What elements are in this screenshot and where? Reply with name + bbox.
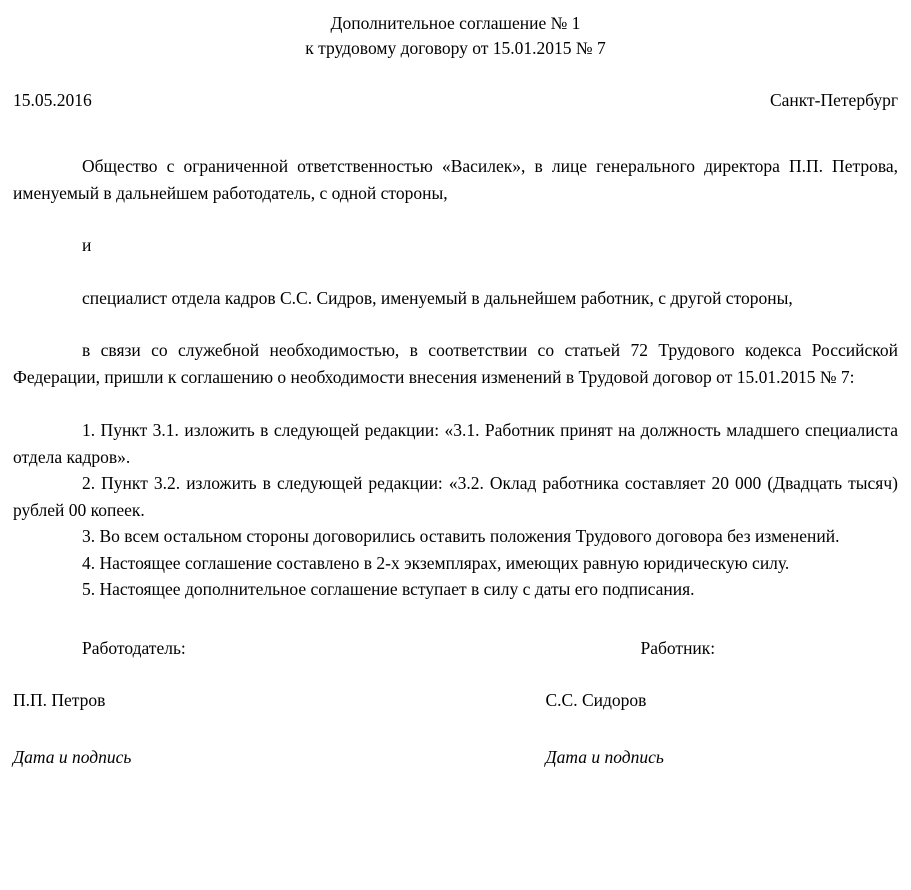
document-meta-row [13,89,898,111]
paragraph-agreement-basis: в связи со служебной необходимостью, в соответствии со статьей 72 Трудового кодекса Российской Федерации, пришли к соглашению о необходимости внесения изменений в Трудовой договор от 15.01.2015 № 7: [13,340,898,387]
employer-date-signature-hint: Дата и подпись [13,746,132,767]
document-title-line-1: Дополнительное соглашение № 1 [330,13,581,33]
clause-item-2: 2. Пункт 3.2. изложить в следующей редакции: «3.2. Оклад работника составляет 20 000 (Двадцать тысяч) рублей 00 копеек. [13,473,898,520]
clause-item-5: 5. Настоящее дополнительное соглашение вступает в силу с даты его подписания. [82,579,695,599]
document-clause-list [13,417,898,603]
document-body [13,153,898,390]
document-date: 15.05.2016 [13,90,92,110]
clause-item-1: 1. Пункт 3.1. изложить в следующей редакции: «3.1. Работник принят на должность младшего специалиста отдела кадров». [13,420,898,467]
signature-column-employer [13,633,456,663]
document-city: Санкт-Петербург [769,90,898,110]
signature-role-row [13,633,898,663]
paragraph-conjunction: и [82,235,92,255]
paragraph-employee-party: специалист отдела кадров С.С. Сидров, именуемый в дальнейшем работник, с другой стороны, [82,287,793,308]
employee-date-signature-hint: Дата и подпись [545,746,664,767]
clause-item-4: 4. Настоящее соглашение составлено в 2-х экземплярах, имеющих равную юридическую силу. [82,552,790,573]
document-title-line-2: к трудовому договору от 15.01.2015 № 7 [305,38,606,58]
signature-block [13,633,898,772]
employer-name-cell [13,663,456,715]
signature-hint-row [13,715,898,772]
clause-item-3: 3. Во всем остальном стороны договорились оставить положения Трудового договора без изменений. [82,526,840,546]
employee-role-label: Работник: [640,637,716,658]
employer-name: П.П. Петров [13,689,106,710]
signature-column-employee [456,633,899,663]
document-title-block [13,0,898,61]
employee-name: С.С. Сидоров [545,689,647,710]
employer-hint-cell [13,715,456,772]
employer-role-label: Работодатель: [82,637,186,658]
employee-hint-cell [456,715,899,772]
paragraph-employer-party: Общество с ограниченной ответственностью «Василек», в лице генерального директора П.П. Петрова, именуемый в дальнейшем работодатель, с одной стороны, [13,156,898,203]
employee-name-cell [456,663,899,715]
signature-name-row [13,663,898,715]
